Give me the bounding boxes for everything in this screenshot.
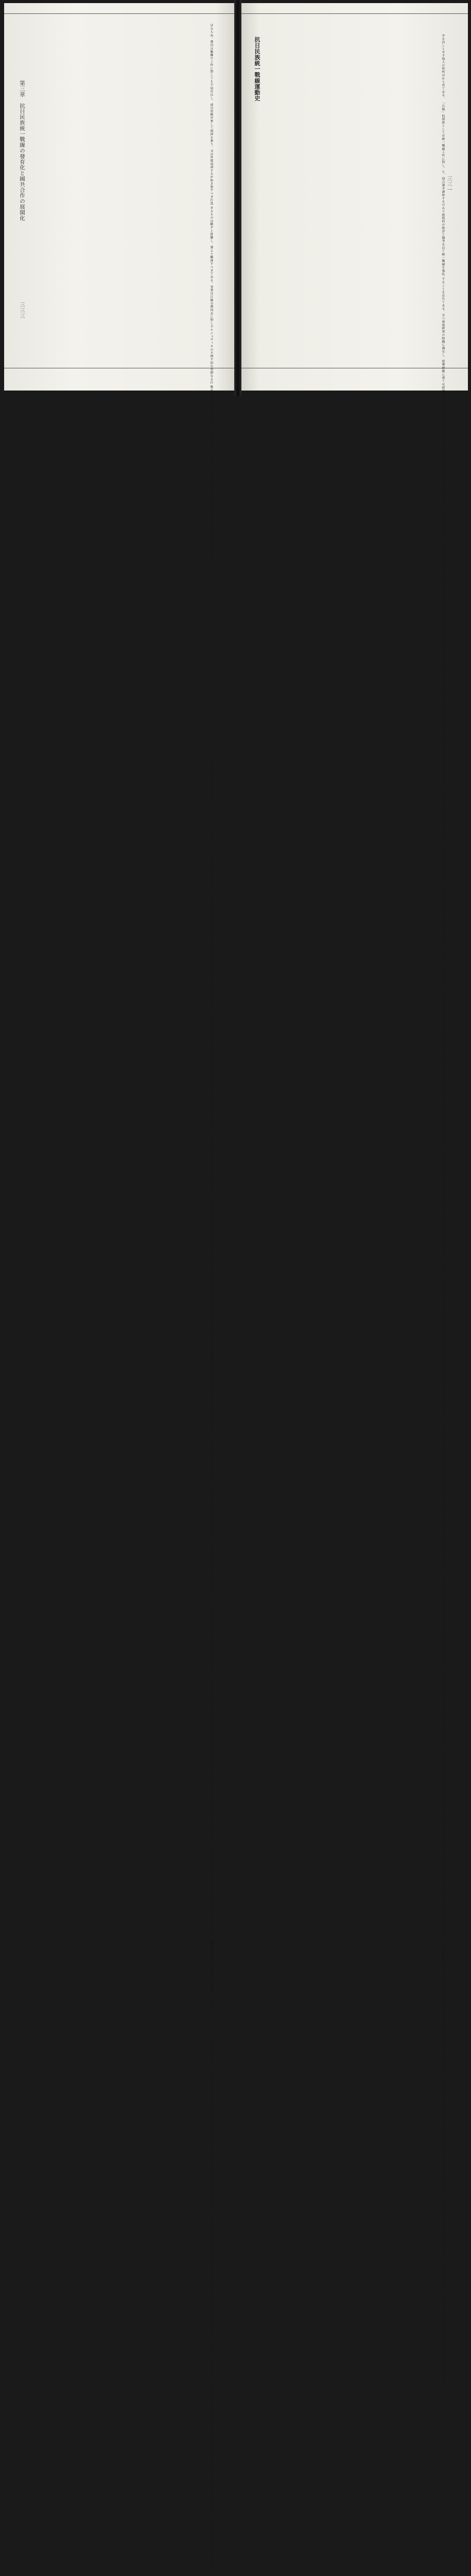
text-line: 動を以て上述の工作を實現すべく奮闘せんことを呼ぶ。これが江蘇黨の六中全會の指示に對する明確なる回答である。 xyxy=(210,385,213,561)
text-line: 六中全會の決議はかくの如き錯誤傾向のある同志に對し潜りに之等の者に右傾或は左傾の名を與へてはならぬ、偏くま xyxy=(441,510,444,685)
left-page xyxy=(4,3,234,2576)
text-line: に黨の眞相を漏洩する小資産階級ロマン主義者と個人主義者に對しては、規律の制裁を加ふべきである。尚必要に應じては xyxy=(441,2021,444,2203)
text-line: 爭を展開せむと企圖してゐる。 xyxy=(441,463,444,510)
left-page-text xyxy=(10,24,214,2576)
text-line: る考査を省略して徒らに新黨員を集めるが如き傾向は斷じて戒めねばならぬ。 xyxy=(441,1725,444,1841)
text-line: 介石はこの會議に於いて、非常に重要なる報告（所謂訓詞）演説をなした。この内容は、過去に於ける抗戰經驗並に本會 xyxy=(210,1564,213,1742)
text-line: 歩分子を吸收することに依り完成されるものであつて、新黨員の入黨基本條件を引下げて黨の組織を擴大し、或は嚴密な xyxy=(441,1546,444,1724)
text-line: 一九三八年十一月二十七日、蔣介石を中心とし、今回各戰區の責任者を網羅する軍事會議が湖南省の衡山に於て召集せら xyxy=(210,824,213,1003)
text-line: を養成するための學校設立の件も、またこの會議によつて決定され、その教官には共産黨員が多數推用せられた。同會に蔣 xyxy=(210,1381,213,1563)
text-line: 本日は開會に先立ち、今次開會の主旨、我々の戰鬪經過、彼我現在の情況ならびに余個人の感想を先づ諸氏にお話する。 xyxy=(210,2036,213,2214)
text-line: 驗」により、今後の軍事及行政軍と國策を確立するの政治上の諸問題に對する討論並に決定が行はれたのである。遊擊戰術指導の幹部 xyxy=(210,1182,213,1381)
text-line: で忍耐心を以て教育し、説服せねばならぬことを教へてゐるのである。但し夫れには思想闘爭 xyxy=(441,686,444,825)
page-number-right: 三三一 xyxy=(446,176,451,193)
text-line: 第四、江蘇の秘密環境下に於て省委は今一度全黨同志を整頓せしめ、黨組織秘密に關する省委の擧で決定を實行し、勝手 xyxy=(441,1842,444,2021)
text-line: ばならぬ。黨員は艱難の工作に對しても不屈反込し、或は恐縮申奪して規律を紊り、又は外遊退却するが如き堕すべき行爲 xyxy=(210,24,213,205)
chapter-footer: 第三章 抗日民族統一戰線の發育化と國共合作の展開化 xyxy=(19,80,25,221)
book-gutter xyxy=(234,0,241,396)
text-line: 最後に黨內に於ては模範的ボルシェヴィキ化の口號を提唱し、日常工作や常時同志の刻苦耐勞の犠牲精神を培養訓練せね xyxy=(441,2204,444,2382)
text-line: 共の防法としては錯誤を根本的に追究し、黨の路線に合致せしめる如く糾正することである。 xyxy=(441,826,444,965)
text-line: 橋事變より武漢の退軍、岳州陥落までは我々の抗戰の第一期である。我々は開戰より南京失陥までを第一期、爲南會戰より xyxy=(210,2394,213,2576)
text-line: 組織の發展に努力する必要があるが、これは群衆工作と實際闘爭中に於て群衆を訓練し、最も勇敢にして積極性のある進 xyxy=(441,1367,444,1545)
signature-line: 中共江蘇省委 民國二十七年十二月一日 xyxy=(210,757,213,817)
top-rule xyxy=(4,13,234,14)
text-line: 議の重要任務に就いて説明すると共に「轉敗爲勝」の要道につき大いに强調する所があつたが、その全文は次の如くである。 xyxy=(210,1743,213,1928)
section-heading: 四五、南嶽軍事會議に於ける蔣石介の訓詞（一九三八・一二・七） xyxy=(210,1929,213,2028)
text-line: 展開を封ずることは絶對に不可である。今日黨内に存在する「和平・妥協」「錯誤同志隱蔽」等の腐敗せる自由主義は斷乎と xyxy=(441,965,444,1149)
text-line: 歩を決しとせず他人の短所ばかり看てゐる。 xyxy=(441,34,444,100)
text-line: することを忘れてゐる。且つ落後群衆の組織に滿足し、遊撃運動に就ては群衆力により軽視し、軍事的投機方法により遊撃戰 xyxy=(441,277,444,462)
text-line: 「右傾」的現象としては統一戰線工作に對し、た、迎合譲歩調和するのみで進取的の批評と闘爭を以て統一戰線を強化 xyxy=(441,101,444,276)
text-line: 第三、黨が決定した組織發展の計畫は飽くまでこれを實行し、特に格段の努力を以て重要産業、農村及び武裝部隊中の黨 xyxy=(441,1188,444,1366)
right-page xyxy=(241,3,468,2382)
top-rule xyxy=(241,13,468,14)
text-line: れを克服せねばならぬ。 xyxy=(441,1150,444,1187)
page-number-left: 三三三 xyxy=(19,302,24,319)
right-page-text xyxy=(267,34,445,2382)
running-head: 抗日民族統一戰線運動史 xyxy=(254,37,260,101)
text-line: れた。これは漢口陥落後に於ける新戰略新戰術を決定する所の非常に重大なる會議であつた。即ち過去十七月の「抗戰經 xyxy=(210,1003,213,1182)
text-line: 第一は我々抗戰の時期に關する説明である。昨年七月七日我々が敵と開戰してから今日まで早くも十七ヶ月經つた。蘆溝 xyxy=(210,2215,213,2393)
text-line: あるものは斷乎と排難し、黨より驅逐すべきである。省委は江蘇全黨同志に對しボルシェヴィキの不撓不屈な勇敢なる行 xyxy=(210,206,213,384)
